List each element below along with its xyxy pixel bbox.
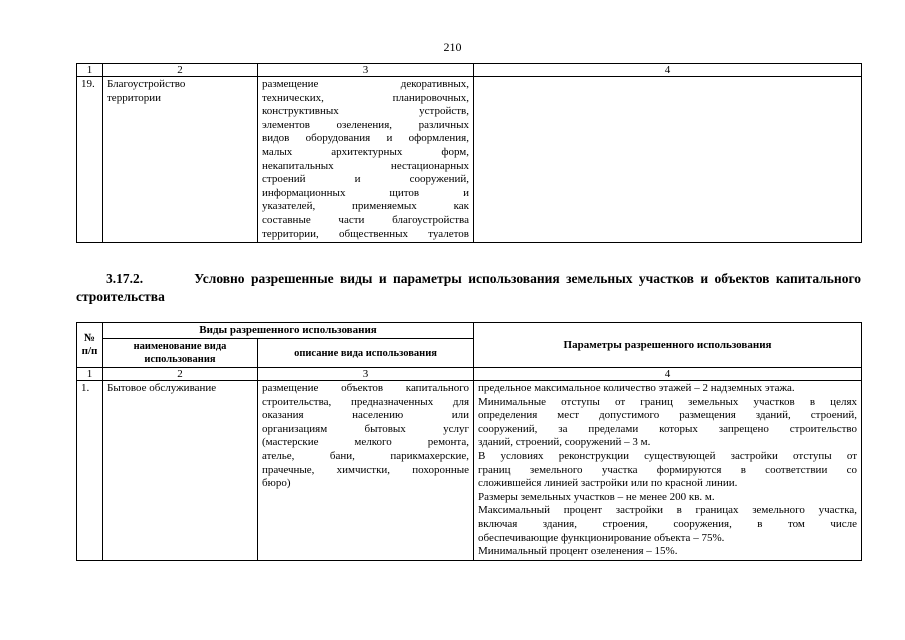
col-number: 1 bbox=[77, 368, 103, 381]
col-number: 3 bbox=[258, 64, 474, 77]
header-group-uses: Виды разрешенного использования bbox=[103, 323, 474, 339]
desc-line: размещение декоративных, bbox=[262, 78, 469, 90]
param-line: Минимальный процент озеленения – 15%. bbox=[478, 545, 678, 558]
section-number: 3.17.2. bbox=[106, 271, 144, 286]
desc-line: размещение объектов капитального bbox=[262, 382, 470, 394]
desc-line: территории, общественных туалетов bbox=[262, 227, 469, 240]
table-conditional-uses bbox=[76, 322, 862, 561]
desc-line: элементов озеленения, различных bbox=[262, 118, 469, 131]
use-name-line: территории bbox=[107, 91, 162, 104]
desc-line: (мастерские мелкого ремонта, bbox=[262, 436, 470, 449]
header-number: № п/п bbox=[77, 323, 103, 368]
use-description-cell bbox=[258, 77, 474, 243]
desc-line: видов оборудования и оформления, bbox=[262, 132, 469, 145]
desc-line: информационных щитов и bbox=[262, 186, 469, 199]
col-number: 4 bbox=[474, 64, 862, 77]
desc-line: некапитальных нестационарных bbox=[262, 159, 469, 172]
desc-line: технических, планировочных, bbox=[262, 91, 469, 104]
use-name-line: Благоустройство bbox=[107, 78, 186, 90]
section-title: Условно разрешенные виды и параметры использования земельных участков и объектов капитального строительства bbox=[76, 271, 862, 304]
row-number: 1. bbox=[77, 381, 103, 561]
param-line: обеспечивающие функционирование объекта – 75%. bbox=[478, 531, 725, 544]
table-row bbox=[77, 381, 862, 561]
use-name-cell bbox=[103, 77, 258, 243]
header-use-desc: описание вида использования bbox=[258, 339, 474, 368]
desc-line: прачечные, химчистки, похоронные bbox=[262, 463, 470, 476]
column-numbers-row bbox=[77, 64, 862, 77]
param-line: включая здания, строения, сооружения, в том числе bbox=[478, 517, 858, 530]
desc-line: строительства, предназначенных для bbox=[262, 395, 470, 408]
params-cell bbox=[474, 381, 862, 561]
page-number: 210 bbox=[443, 40, 462, 54]
param-line: Размеры земельных участков – не менее 200 кв. м. bbox=[478, 490, 715, 503]
col-number: 2 bbox=[103, 64, 258, 77]
param-line: зданий, строений, сооружений – 3 м. bbox=[478, 436, 651, 449]
col-number: 1 bbox=[77, 64, 103, 77]
col-number: 3 bbox=[258, 368, 474, 381]
table-main-uses-continued bbox=[76, 63, 862, 243]
param-line: границ земельного участка формируются в соответствии со bbox=[478, 463, 858, 476]
column-numbers-row bbox=[77, 368, 862, 381]
param-line: В условиях реконструкции существующей застройки отступы от bbox=[478, 449, 858, 462]
param-line: Максимальный процент застройки в границах земельного участка, bbox=[478, 504, 858, 517]
param-line: сооружений, за пределами которых запрещено строительство bbox=[478, 422, 858, 435]
col-number: 4 bbox=[474, 368, 862, 381]
use-name-cell: Бытовое обслуживание bbox=[103, 381, 258, 561]
desc-line: указателей, применяемых как bbox=[262, 200, 469, 213]
desc-line: составные части благоустройства bbox=[262, 213, 469, 226]
param-line: определения мест допустимого размещения зданий, строений, bbox=[478, 409, 858, 422]
desc-line: оказания населению или bbox=[262, 409, 470, 422]
param-line: предельное максимальное количество этажей – 2 надземных этажа. bbox=[478, 382, 795, 394]
header-use-name: наименование вида использования bbox=[103, 339, 258, 368]
table-row bbox=[77, 77, 862, 243]
desc-line: ателье, бани, парикмахерские, bbox=[262, 449, 470, 462]
param-line: сложившейся линией застройки или по красной линии. bbox=[478, 477, 738, 490]
desc-line: организациям бытовых услуг bbox=[262, 422, 470, 435]
desc-line: бюро) bbox=[262, 477, 291, 490]
section-heading bbox=[76, 270, 861, 306]
use-description-cell bbox=[258, 381, 474, 561]
params-cell bbox=[474, 77, 862, 243]
desc-line: строений и сооружений, bbox=[262, 173, 469, 186]
desc-line: малых архитектурных форм, bbox=[262, 145, 469, 158]
param-line: Минимальные отступы от границ земельных участков в целях bbox=[478, 395, 858, 408]
header-params: Параметры разрешенного использования bbox=[474, 323, 862, 368]
header-row bbox=[77, 323, 862, 339]
col-number: 2 bbox=[103, 368, 258, 381]
desc-line: конструктивных устройств, bbox=[262, 105, 469, 118]
row-number: 19. bbox=[77, 77, 103, 243]
